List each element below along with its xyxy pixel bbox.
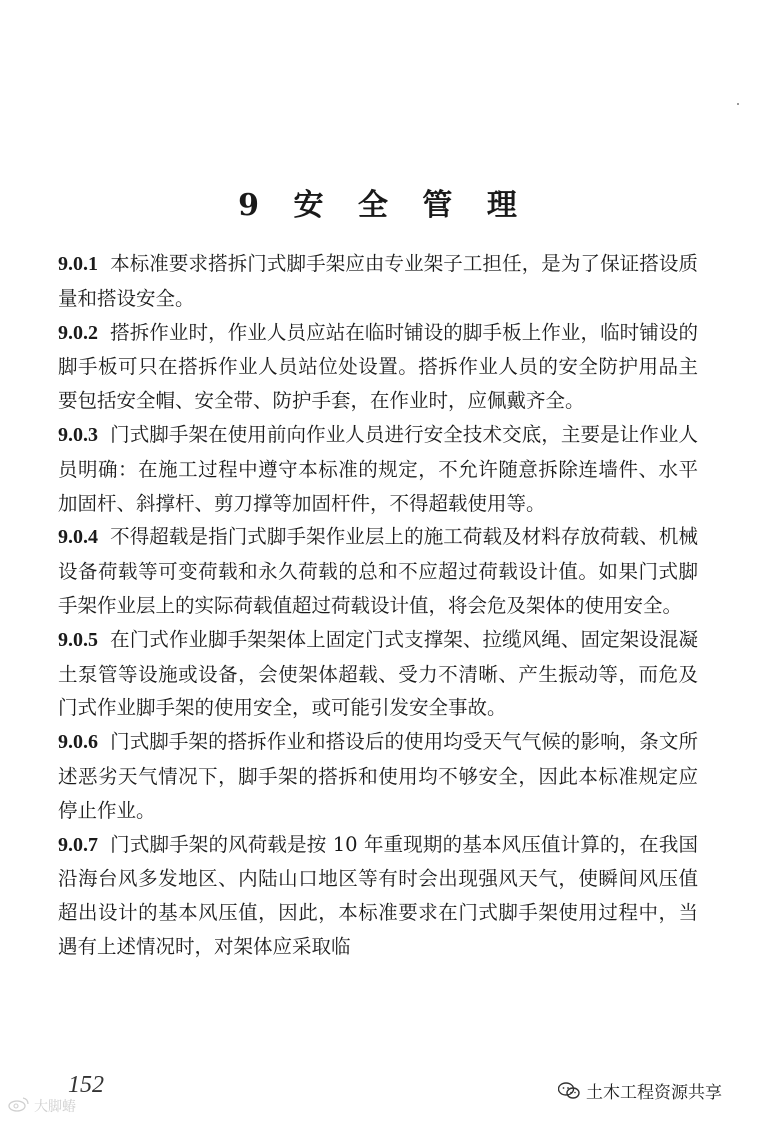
watermark-text: 土木工程资源共享 xyxy=(586,1083,722,1103)
watermark-left-text: 大脚蝽 xyxy=(34,1099,76,1115)
clause-9-0-3 xyxy=(58,418,698,520)
weibo-icon xyxy=(8,1096,30,1116)
wechat-icon xyxy=(558,1082,580,1100)
clause-9-0-5 xyxy=(58,623,698,725)
clause-number: 9.0.6 xyxy=(58,731,98,754)
clause-text: 门式脚手架的搭拆作业和搭设后的使用均受天气气候的影响，条文所述恶劣天气情况下，脚手架的搭拆和使用均不够安全，因此本标准规定应停止作业。 xyxy=(58,730,698,822)
body-text xyxy=(58,247,698,964)
clause-number: 9.0.1 xyxy=(58,253,98,275)
clause-9-0-2 xyxy=(58,316,698,418)
chapter-title: 9 安 全 管 理 xyxy=(238,188,529,224)
scan-speck xyxy=(737,103,739,105)
wechat-watermark xyxy=(558,1078,722,1103)
clause-number: 9.0.3 xyxy=(58,423,98,446)
page-number: 152 xyxy=(68,1072,104,1098)
clause-number: 9.0.5 xyxy=(58,628,98,651)
clause-9-0-4 xyxy=(58,520,698,622)
clause-text: 本标准要求搭拆门式脚手架应由专业架子工担任，是为了保证搭设质量和搭设安全。 xyxy=(58,252,698,310)
weibo-watermark xyxy=(8,1096,76,1116)
clause-text: 门式脚手架在使用前向作业人员进行安全技术交底，主要是让作业人员明确：在施工过程中遵守本标准的规定，不允许随意拆除连墙件、水平加固杆、斜撑杆、剪刀撑等加固杆件，不得超载使用等。 xyxy=(58,422,698,515)
clause-9-0-1 xyxy=(58,247,698,316)
clause-text: 门式脚手架的风荷载是按 10 年重现期的基本风压值计算的，在我国沿海台风多发地区、内陆山口地区等有时会出现强风天气，使瞬间风压值超出设计的基本风压值，因此，本标准要求在门式脚手架使用过程中，当遇有上述情况时，对架体应采取临 xyxy=(58,832,698,958)
clause-text: 搭拆作业时，作业人员应站在临时铺设的脚手板上作业，临时铺设的脚手板可只在搭拆作业人员站位处设置。搭拆作业人员的安全防护用品主要包括安全帽、安全带、防护手套，在作业时，应佩戴齐全。 xyxy=(58,320,698,413)
clause-9-0-7 xyxy=(58,828,698,964)
clause-number: 9.0.7 xyxy=(58,833,98,856)
clause-number: 9.0.4 xyxy=(58,526,98,549)
clause-9-0-6 xyxy=(58,725,698,827)
clause-text: 不得超载是指门式脚手架作业层上的施工荷载及材料存放荷载、机械设备荷载等可变荷载和永久荷载的总和不应超过荷载设计值。如果门式脚手架作业层上的实际荷载值超过荷载设计值，将会危及架体的使用安全。 xyxy=(58,525,698,617)
clause-number: 9.0.2 xyxy=(58,321,98,344)
clause-text: 在门式作业脚手架架体上固定门式支撑架、拉缆风绳、固定架设混凝土泵管等设施或设备，会使架体超载、受力不清晰、产生振动等，而危及门式作业脚手架的使用安全，或可能引发安全事故。 xyxy=(58,627,698,720)
